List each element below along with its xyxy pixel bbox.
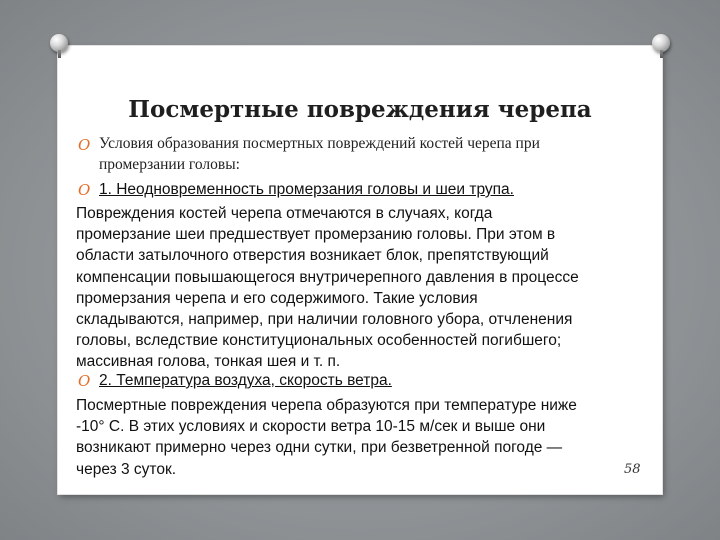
bullet-marker: O bbox=[78, 372, 91, 390]
bullet-heading-2: 2. Температура воздуха, скорость ветра. bbox=[99, 372, 392, 389]
pushpin-icon bbox=[650, 32, 672, 58]
bullet-marker: O bbox=[78, 181, 91, 199]
paragraph-freezing: Повреждения костей черепа отмечаются в случаях, когда промерзание шеи предшествует промерзанию головы. При этом в области затылочного отверстия возникает блок, препятствующий компенсации повышающегося внутричерепного давления в процессе промерзания черепа и его содержимого. Такие условия складываются, например, при наличии головного убора, отчленения головы, вследствие конституциональных особенностей погибшего; массивная голова, тонкая шея и т. п. bbox=[76, 205, 579, 371]
slide-title: Посмертные повреждения черепа bbox=[128, 96, 592, 123]
bullet-marker: O bbox=[78, 136, 91, 154]
bullet-heading-1: 1. Неодновременность промерзания головы и шеи трупа. bbox=[99, 181, 514, 198]
bullet-text-conditions: Условия образования посмертных повреждений костей черепа при промерзании головы: bbox=[99, 135, 540, 173]
page-number: 58 bbox=[624, 462, 641, 477]
paragraph-temperature: Посмертные повреждения черепа образуются при температуре ниже -10° С. В этих условиях и скорости ветра 10-15 м/сек и выше они возникают примерно через одни сутки, при безветренной погоде — через 3 суток. bbox=[76, 397, 577, 478]
pushpin-icon bbox=[48, 32, 70, 58]
